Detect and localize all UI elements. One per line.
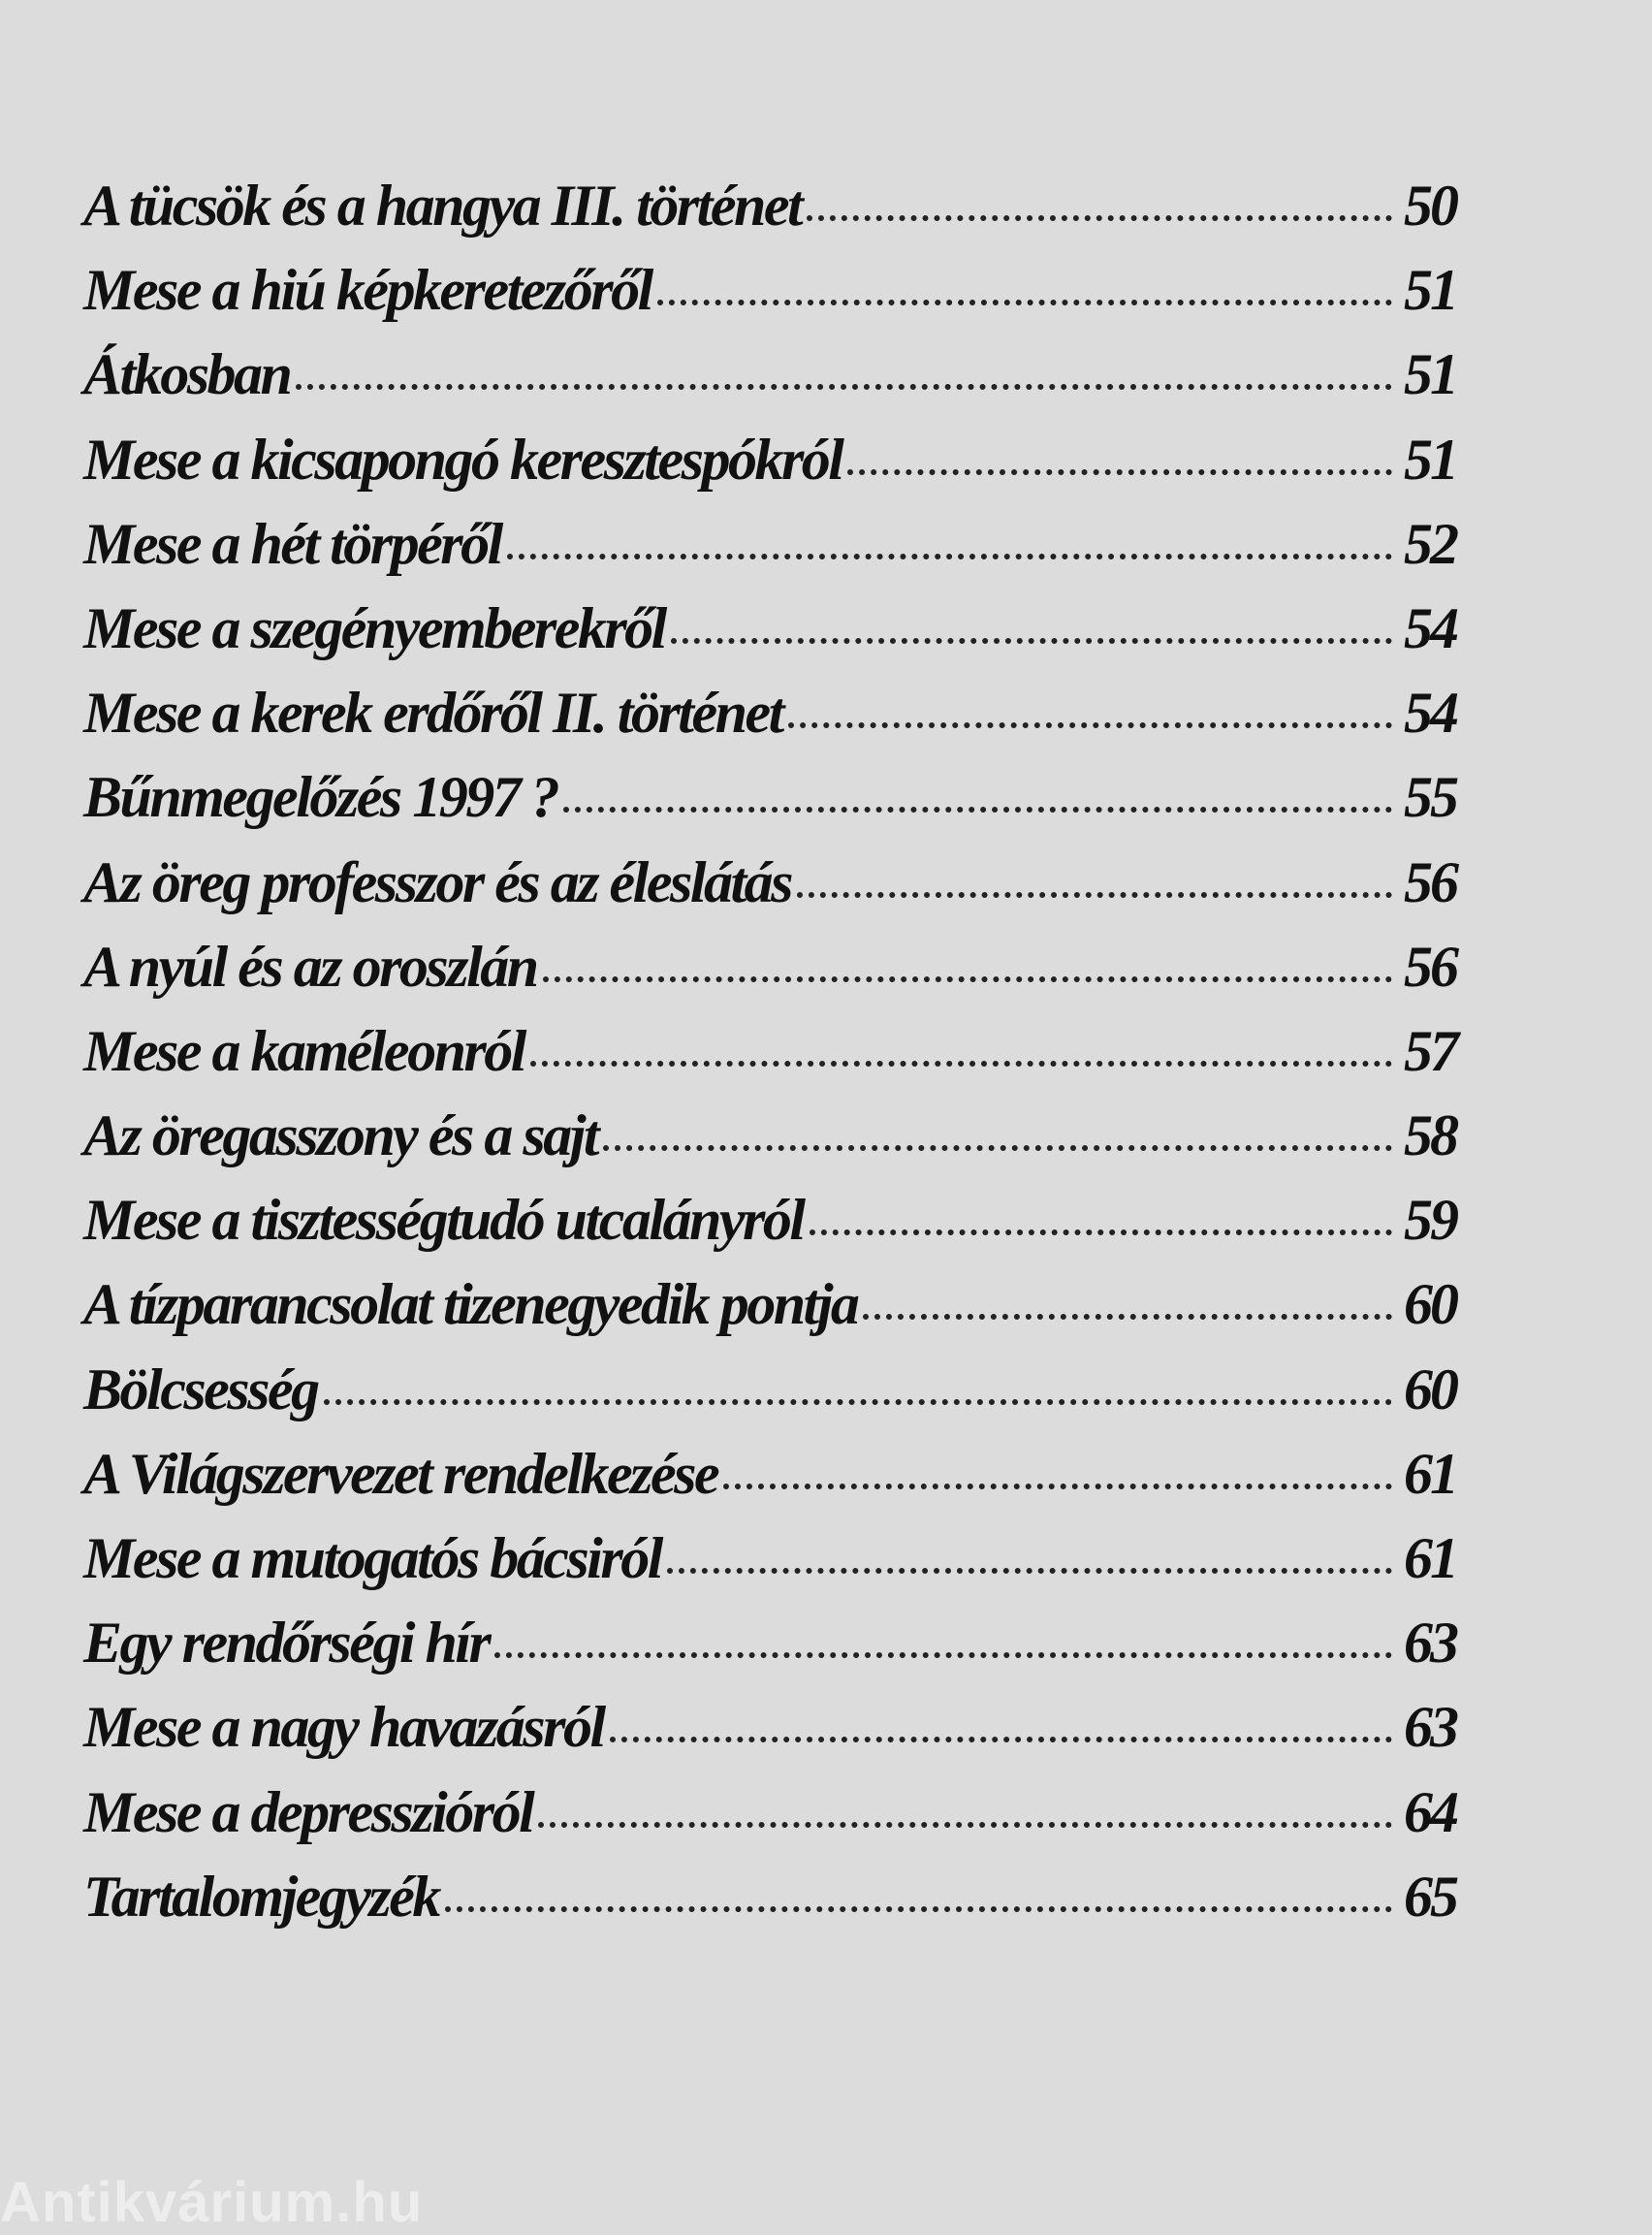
dot-leader — [543, 976, 1392, 982]
toc-entry-title: Mese a nagy havazásról — [83, 1695, 604, 1760]
toc-entry-title: Átkosban — [83, 342, 291, 407]
toc-entry — [83, 427, 1456, 511]
dot-leader — [530, 1061, 1392, 1067]
toc-entry-page: 54 — [1404, 681, 1456, 746]
dot-leader — [296, 384, 1392, 390]
toc-entry — [83, 1610, 1456, 1694]
toc-entry-page: 51 — [1404, 342, 1456, 407]
toc-entry — [83, 341, 1456, 426]
dot-leader — [863, 1314, 1392, 1320]
toc-entry-page: 63 — [1404, 1611, 1456, 1676]
dot-leader — [847, 469, 1392, 475]
toc-entry-title: Mese a depresszióról — [83, 1779, 533, 1844]
toc-entry — [83, 1102, 1456, 1187]
toc-entry-title: A tücsök és a hangya III. történet — [83, 174, 802, 238]
toc-entry-page: 56 — [1404, 934, 1456, 999]
dot-leader — [610, 1737, 1392, 1742]
dot-leader — [507, 554, 1392, 559]
toc-entry — [83, 1779, 1456, 1864]
dot-leader — [324, 1399, 1392, 1405]
toc-entry — [83, 1525, 1456, 1610]
toc-entry-title: Mese a kerek erdőről II. történet — [83, 681, 782, 746]
toc-entry — [83, 173, 1456, 257]
toc-entry — [83, 595, 1456, 680]
toc-entry-title: A Világszervezet rendelkezése — [83, 1441, 718, 1506]
toc-entry-title: Mese a tisztességtudó utcalányról — [83, 1188, 804, 1253]
toc-entry — [83, 680, 1456, 764]
toc-entry-title: Mese a szegényemberekről — [83, 595, 665, 660]
toc-entry-title: A nyúl és az oroszlán — [83, 934, 537, 999]
dot-leader — [563, 807, 1392, 813]
toc-entry — [83, 764, 1456, 848]
watermark: Antikvárium.hu — [0, 2171, 424, 2234]
toc-entry-title: Mese a kaméleonról — [83, 1018, 524, 1083]
toc-entry-page: 61 — [1404, 1526, 1456, 1590]
toc-entry-page: 63 — [1404, 1695, 1456, 1760]
toc-entry — [83, 1441, 1456, 1525]
dot-leader — [810, 1229, 1392, 1235]
dot-leader — [807, 215, 1392, 221]
toc-entry-page: 50 — [1404, 174, 1456, 238]
toc-entry-title: Az öreg professzor és az éleslátás — [83, 849, 792, 914]
toc-entry-page: 65 — [1404, 1864, 1456, 1929]
toc-entry-page: 59 — [1404, 1188, 1456, 1253]
toc-entry-title: Tartalomjegyzék — [83, 1864, 439, 1929]
toc-entry-page: 54 — [1404, 595, 1456, 660]
toc-entry-title: A tízparancsolat tizenegyedik pontja — [83, 1272, 858, 1337]
toc-entry-page: 60 — [1404, 1272, 1456, 1337]
dot-leader — [538, 1822, 1392, 1828]
dot-leader — [657, 300, 1392, 305]
toc-entry-title: Bölcsesség — [83, 1357, 318, 1421]
dot-leader — [667, 1568, 1392, 1574]
dot-leader — [788, 722, 1392, 728]
toc-entry-page: 51 — [1404, 427, 1456, 492]
toc-entry — [83, 849, 1456, 934]
toc-entry-page: 61 — [1404, 1441, 1456, 1506]
toc-entry-page: 55 — [1404, 765, 1456, 830]
dot-leader — [603, 1145, 1392, 1151]
dot-leader — [494, 1652, 1392, 1658]
dot-leader — [723, 1484, 1392, 1489]
toc-entry — [83, 1357, 1456, 1441]
toc-entry-title: Bűnmegelőzés 1997 ? — [83, 765, 558, 830]
toc-entry — [83, 1864, 1456, 1948]
toc-entry-page: 64 — [1404, 1779, 1456, 1844]
toc-entry-title: Egy rendőrségi hír — [83, 1611, 490, 1676]
toc-entry-title: Mese a hét törpéről — [83, 511, 501, 576]
toc-entry-page: 58 — [1404, 1103, 1456, 1168]
toc-entry — [83, 1271, 1456, 1356]
table-of-contents — [83, 173, 1456, 1948]
toc-entry-page: 52 — [1404, 511, 1456, 576]
dot-leader — [671, 638, 1392, 644]
toc-entry-title: Mese a hiú képkeretezőről — [83, 258, 651, 323]
toc-entry-title: Mese a mutogatós bácsiról — [83, 1526, 661, 1590]
toc-entry-page: 57 — [1404, 1018, 1456, 1083]
toc-entry-title: Mese a kicsapongó keresztespókról — [83, 427, 842, 492]
toc-entry-title: Az öregasszony és a sajt — [83, 1103, 598, 1168]
toc-entry-page: 56 — [1404, 849, 1456, 914]
toc-entry — [83, 1018, 1456, 1102]
toc-entry — [83, 511, 1456, 595]
toc-entry — [83, 934, 1456, 1018]
dot-leader — [445, 1906, 1392, 1912]
toc-entry — [83, 1187, 1456, 1271]
toc-entry-page: 60 — [1404, 1357, 1456, 1421]
toc-entry — [83, 1694, 1456, 1778]
toc-entry — [83, 257, 1456, 341]
dot-leader — [797, 892, 1392, 898]
toc-entry-page: 51 — [1404, 258, 1456, 323]
